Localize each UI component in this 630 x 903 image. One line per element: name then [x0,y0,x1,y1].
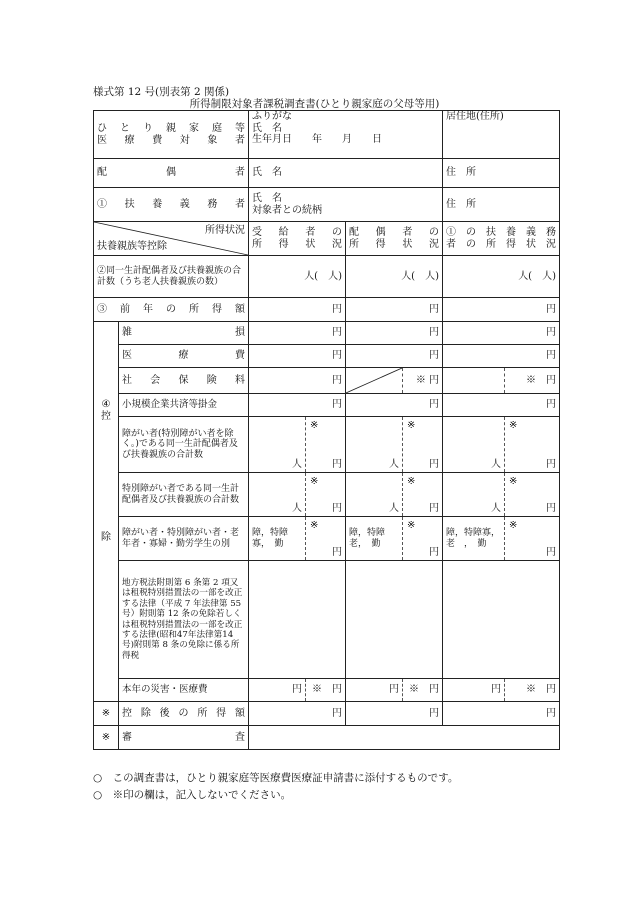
col-header-spouse: 配偶者の 所得状況 [346,222,443,256]
row-after-deduction [94,702,560,726]
row-disabled [94,417,560,473]
after-deduction-obligor[interactable]: 円 [443,702,560,726]
row-medical [94,345,560,368]
categories-recipient-amount[interactable]: ※ 円 [306,517,346,561]
small-business-recipient[interactable]: 円 [249,394,346,417]
row-subject [94,111,560,159]
disaster-medical-spouse-a[interactable]: 円 [346,679,403,702]
row-small-business [94,394,560,417]
disaster-medical-spouse-b[interactable]: ※ 円 [403,679,443,702]
disaster-medical-obligor-b[interactable]: ※ 円 [505,679,560,702]
disabled-obligor-count[interactable]: 人 [443,417,505,473]
prev-income-obligor[interactable]: 円 [443,298,560,322]
row-review [94,726,560,750]
note-item: ○ ※印の欄は，記入しないでください。 [93,788,292,801]
dependents-label: ②同一生計配偶者及び扶養親族の合計数（うち老人扶養親族の数） [94,256,249,298]
categories-label: 障がい者・特別障がい者・老年者・寡婦・勤労学生の別 [119,517,249,561]
note-item: ○ この調査書は，ひとり親家庭等医療費医療証申請書に添付するものです。 [93,772,459,784]
prev-income-recipient[interactable]: 円 [249,298,346,322]
special-disabled-spouse-amount[interactable]: ※ 円 [403,473,443,517]
review-label: 審査 [119,726,249,750]
prev-income-spouse[interactable]: 円 [346,298,443,322]
row-spouse [94,159,560,188]
special-disabled-label: 特別障がい者である同一生計配偶者及び扶養親族の合計数 [119,473,249,517]
categories-spouse-type[interactable]: 障，特障 老， 勤 [346,517,403,561]
small-business-spouse[interactable]: 円 [346,394,443,417]
small-business-label: 小規模企業共済等掛金 [119,394,249,417]
spouse-label: 配偶者 [94,159,249,188]
disaster-medical-recipient-b[interactable]: ※ 円 [306,679,346,702]
casualty-spouse[interactable]: 円 [346,322,443,345]
form-number: 様式第 12 号(別表第 2 関係) [93,86,230,98]
survey-form-table [93,110,560,750]
disabled-recipient-count[interactable]: 人 [249,417,306,473]
diagonal-line [346,368,402,393]
social-insurance-spouse[interactable]: ※ 円 [403,368,443,394]
disaster-medical-obligor-a[interactable]: 円 [443,679,505,702]
obligor-name-cell[interactable]: 氏 名 対象者との続柄 [249,188,443,222]
col-header-recipient: 受給者の 所得状況 [249,222,346,256]
after-deduction-label: 控除後の所得額 [119,702,249,726]
obligor-label: ①扶養義務者 [94,188,249,222]
birthdate-label: 生年月日 年 月 日 [252,134,382,145]
disabled-recipient-amount[interactable]: ※ 円 [306,417,346,473]
tax-exempt-spouse[interactable] [346,561,443,679]
row-dependents [94,256,560,298]
tax-exempt-label: 地方税法附則第 6 条第 2 項又は租税特別措置法の一部を改正する法律（平成 7 年法律第 55 号）附則第 12 条の免除若しくは租税特別措置法の一部を改正する法律(昭和47年法律第14号)附則第 8 条の免除に係る所得税 [119,561,249,679]
medical-recipient[interactable]: 円 [249,345,346,368]
tax-exempt-obligor[interactable] [443,561,560,679]
notes [93,770,458,804]
row-column-headers [94,222,560,256]
categories-recipient-type[interactable]: 障，特障 寡， 勤 [249,517,306,561]
after-deduction-recipient[interactable]: 円 [249,702,346,726]
after-deduction-spouse[interactable]: 円 [346,702,443,726]
small-business-obligor[interactable]: 円 [443,394,560,417]
disabled-label: 障がい者(特別障がい者を除く。)である同一生計配偶者及び扶養親族の合計数 [119,417,249,473]
row-prev-income [94,298,560,322]
casualty-obligor[interactable]: 円 [443,322,560,345]
row-categories [94,517,560,561]
row-special-disabled [94,473,560,517]
casualty-recipient[interactable]: 円 [249,322,346,345]
special-disabled-spouse-count[interactable]: 人 [346,473,403,517]
subject-name-cell[interactable] [249,111,443,159]
disaster-medical-label: 本年の災害・医療費 [119,679,249,702]
social-insurance-recipient[interactable]: 円 [249,368,346,394]
subject-label: ひとり親家庭等 医療費対象者 [94,111,249,159]
prev-income-label: ③前年の所得額 [94,298,249,322]
categories-spouse-amount[interactable]: ※ 円 [403,517,443,561]
col-header-obligor: ①の扶養義務 者の所得状況 [443,222,560,256]
spouse-address-cell[interactable]: 住 所 [443,159,560,188]
form-title: 所得制限対象者課税調査書(ひとり親家庭の父母等用) [189,98,440,110]
diagonal-header-cell: 所得状況 扶養親族等控除 [94,222,249,256]
social-insurance-spouse-slashed [346,368,403,394]
medical-label: 医療費 [119,345,249,368]
row-casualty [94,322,560,345]
row-tax-exempt [94,561,560,679]
special-disabled-recipient-count[interactable]: 人 [249,473,306,517]
after-deduction-mark: ※ [94,702,119,726]
special-disabled-obligor-count[interactable]: 人 [443,473,505,517]
furigana-label: ふりがな [252,111,292,122]
deduction-side-label: ④ 控 除 [94,322,119,702]
medical-obligor[interactable]: 円 [443,345,560,368]
subject-address-cell[interactable] [443,111,560,159]
tax-exempt-recipient[interactable] [249,561,346,679]
address-label: 居住地(住所) [446,111,504,122]
social-insurance-label: 社会保険料 [119,368,249,394]
spouse-name-cell[interactable]: 氏 名 [249,159,443,188]
special-disabled-obligor-amount[interactable]: ※ 円 [505,473,560,517]
name-label: 氏 名 [252,122,282,134]
categories-obligor-type[interactable]: 障，特障寡， 老 ， 勤 [443,517,505,561]
row-obligor [94,188,560,222]
medical-spouse[interactable]: 円 [346,345,443,368]
dependents-recipient[interactable]: 人( 人) [249,256,346,298]
row-disaster-medical [94,679,560,702]
casualty-label: 雑損 [119,322,249,345]
disaster-medical-recipient-a[interactable]: 円 [249,679,306,702]
diagonal-line [94,222,248,255]
review-mark: ※ [94,726,119,750]
social-insurance-obligor-left[interactable] [443,368,505,394]
disabled-obligor-amount[interactable]: ※ 円 [505,417,560,473]
obligor-address-cell[interactable]: 住 所 [443,188,560,222]
social-insurance-obligor[interactable]: ※ 円 [505,368,560,394]
categories-obligor-amount[interactable]: ※ 円 [505,517,560,561]
dependents-obligor[interactable]: 人( 人) [443,256,560,298]
disabled-spouse-count[interactable]: 人 [346,417,403,473]
special-disabled-recipient-amount[interactable]: ※ 円 [306,473,346,517]
review-cell[interactable] [249,726,560,750]
row-social-insurance [94,368,560,394]
dependents-spouse[interactable]: 人( 人) [346,256,443,298]
disabled-spouse-amount[interactable]: ※ 円 [403,417,443,473]
